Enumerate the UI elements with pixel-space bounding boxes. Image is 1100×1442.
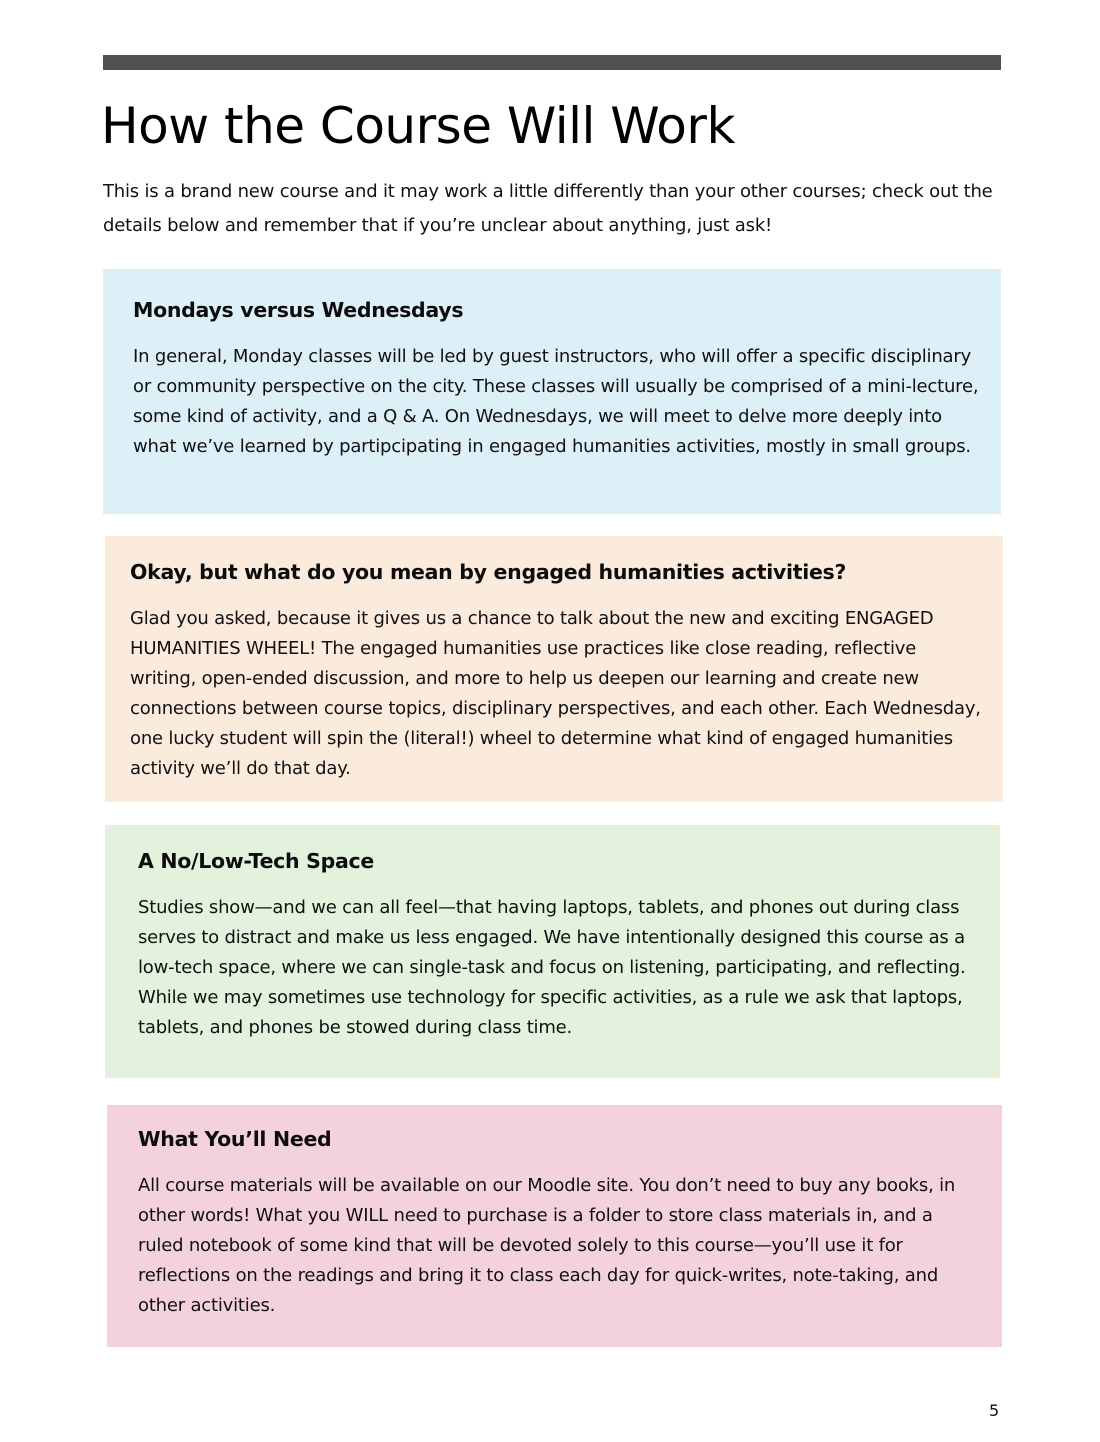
intro-paragraph: This is a brand new course and it may work a little differently than your other courses; check out the details below and remember that if you’re unclear about anything, just ask! bbox=[103, 181, 993, 236]
page-title: How the Course Will Work bbox=[101, 97, 735, 155]
section-mondays-wednesdays bbox=[103, 269, 1001, 514]
section-heading: A No/Low-Tech Space bbox=[138, 849, 374, 873]
section-low-tech-space bbox=[105, 825, 1000, 1078]
page-number: 5 bbox=[989, 1401, 1000, 1420]
section-engaged-humanities bbox=[105, 536, 1003, 802]
header-rule bbox=[103, 55, 1001, 70]
section-what-youll-need bbox=[107, 1105, 1002, 1347]
section-heading: Mondays versus Wednesdays bbox=[133, 298, 464, 322]
section-heading: Okay, but what do you mean by engaged humanities activities? bbox=[130, 560, 847, 584]
section-body: Studies show—and we can all feel—that having laptops, tablets, and phones out during class serves to distract and make us less engaged. We have intentionally designed this course as a low-tech space, where we can single-task and focus on listening, participating, and reflecting. While we may sometimes use technology for specific activities, as a rule we ask that laptops, tablets, and phones be stowed during class time. bbox=[138, 897, 966, 1038]
section-heading: What You’ll Need bbox=[138, 1127, 332, 1151]
section-body: All course materials will be available on our Moodle site. You don’t need to buy any books, in other words! What you WILL need to purchase is a folder to store class materials in, and a ruled notebook of some kind that will be devoted solely to this course—you’ll use it for reflections on the readings and bring it to class each day for quick-writes, note-taking, and other activities. bbox=[138, 1175, 956, 1316]
section-body: In general, Monday classes will be led by guest instructors, who will offer a specific disciplinary or community perspective on the city. These classes will usually be comprised of a mini-lecture, some kind of activity, and a Q & A. On Wednesdays, we will meet to delve more deeply into what we’ve learned by partipcipating in engaged humanities activities, mostly in small groups. bbox=[133, 346, 979, 457]
section-body: Glad you asked, because it gives us a chance to talk about the new and exciting ENGAGED HUMANITIES WHEEL! The engaged humanities use practices like close reading, reflective writing, open-ended discussion, and more to help us deepen our learning and create new connections between course topics, disciplinary perspectives, and each other. Each Wednesday, one lucky student will spin the (literal!) wheel to determine what kind of engaged humanities activity we’ll do that day. bbox=[130, 608, 981, 779]
